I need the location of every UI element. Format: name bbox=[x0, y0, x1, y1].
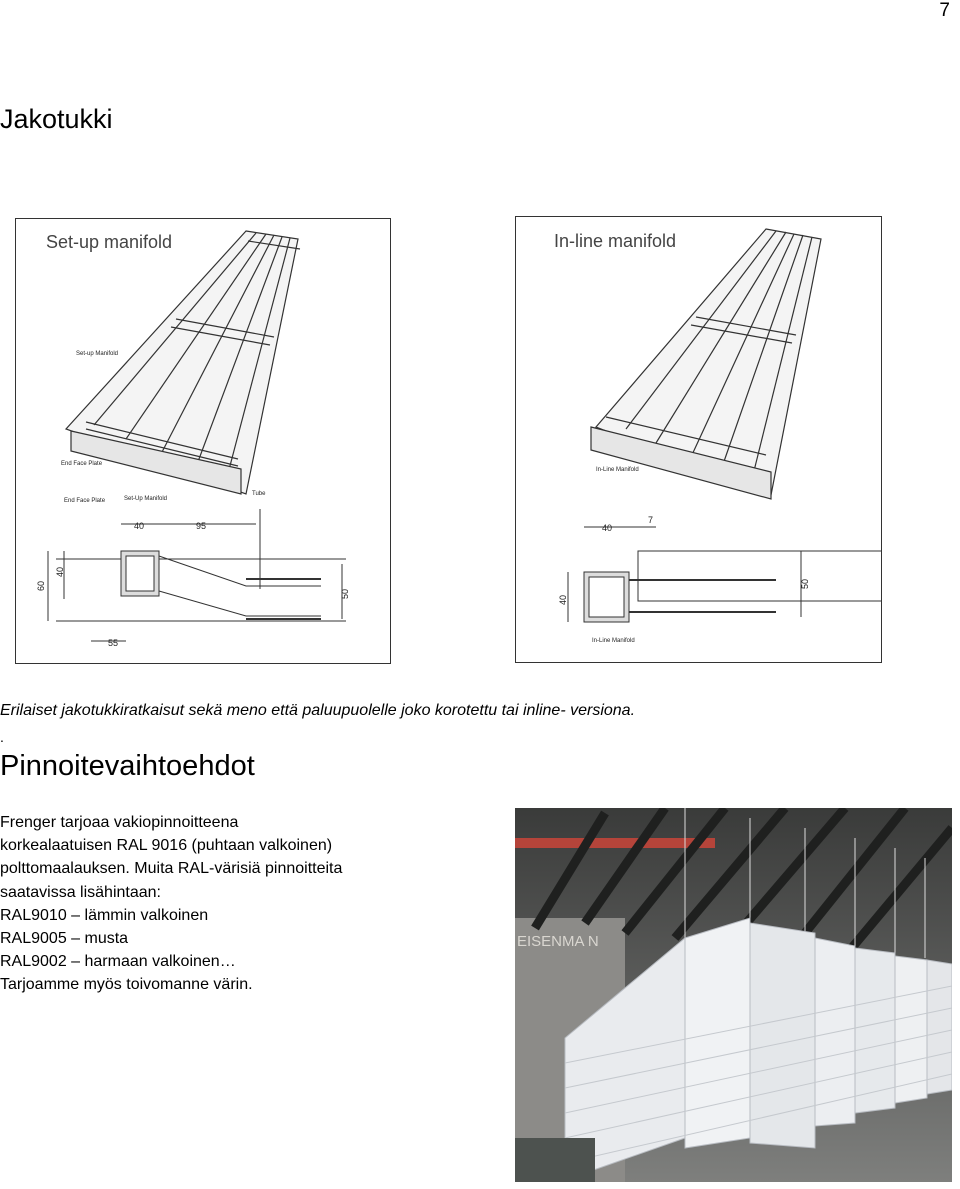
stray-dot: . bbox=[0, 729, 4, 745]
dim-40: 40 bbox=[134, 521, 145, 531]
body-line: saatavissa lisähintaan: bbox=[0, 883, 161, 901]
photo-sign: EISENMA N bbox=[517, 933, 599, 950]
page-number: 7 bbox=[939, 0, 950, 21]
body-line: RAL9002 – harmaan valkoinen… bbox=[0, 953, 236, 971]
body-line: korkealaatuisen RAL 9016 (puhtaan valkoinen) bbox=[0, 837, 333, 855]
inline-manifold-drawing bbox=[516, 217, 881, 662]
body-line: Tarjoamme myös toivomanne värin. bbox=[0, 976, 253, 994]
dim-40-right: 40 bbox=[602, 523, 613, 533]
label-inline-manifold-2: In-Line Manifold bbox=[592, 638, 635, 644]
label-setup-manifold: Set-up Manifold bbox=[76, 351, 119, 357]
figure-caption: Erilaiset jakotukkiratkaisut sekä meno että paluupuolelle joko korotettu tai inline- versiona. bbox=[0, 702, 636, 719]
dim-55: 55 bbox=[108, 638, 119, 648]
figure-setup-manifold bbox=[15, 218, 391, 664]
dim-40-vertical-right: 40 bbox=[558, 594, 568, 605]
section-title: Pinnoitevaihtoehdot bbox=[0, 750, 255, 782]
body-line: RAL9005 – musta bbox=[0, 930, 129, 948]
body-line: Frenger tarjoaa vakiopinnoitteena bbox=[0, 814, 239, 831]
installation-photo bbox=[515, 808, 952, 1182]
label-end-face-plate: End Face Plate bbox=[61, 461, 103, 467]
dim-60: 60 bbox=[36, 580, 46, 591]
label-setup-manifold-2: Set-Up Manifold bbox=[124, 496, 168, 502]
figure-title-right: In-line manifold bbox=[554, 231, 677, 251]
figure-inline-manifold bbox=[515, 216, 882, 663]
body-line: polttomaalauksen. Muita RAL-värisiä pinnoitteita bbox=[0, 860, 343, 878]
setup-manifold-drawing bbox=[16, 219, 390, 663]
label-tube: Tube bbox=[252, 491, 266, 497]
page-heading: Jakotukki bbox=[0, 104, 113, 134]
dim-50: 50 bbox=[340, 588, 350, 599]
dim-95: 95 bbox=[196, 521, 207, 531]
label-inline-manifold: In-Line Manifold bbox=[596, 467, 639, 473]
body-line: RAL9010 – lämmin valkoinen bbox=[0, 906, 209, 924]
dim-40-vertical: 40 bbox=[55, 566, 65, 577]
figure-title: Set-up manifold bbox=[46, 232, 173, 252]
dim-7: 7 bbox=[648, 515, 654, 525]
label-end-face-plate-2: End Face Plate bbox=[64, 498, 106, 504]
body-text bbox=[0, 811, 342, 997]
dim-50-right: 50 bbox=[800, 578, 810, 589]
photo-illustration bbox=[515, 808, 952, 1182]
